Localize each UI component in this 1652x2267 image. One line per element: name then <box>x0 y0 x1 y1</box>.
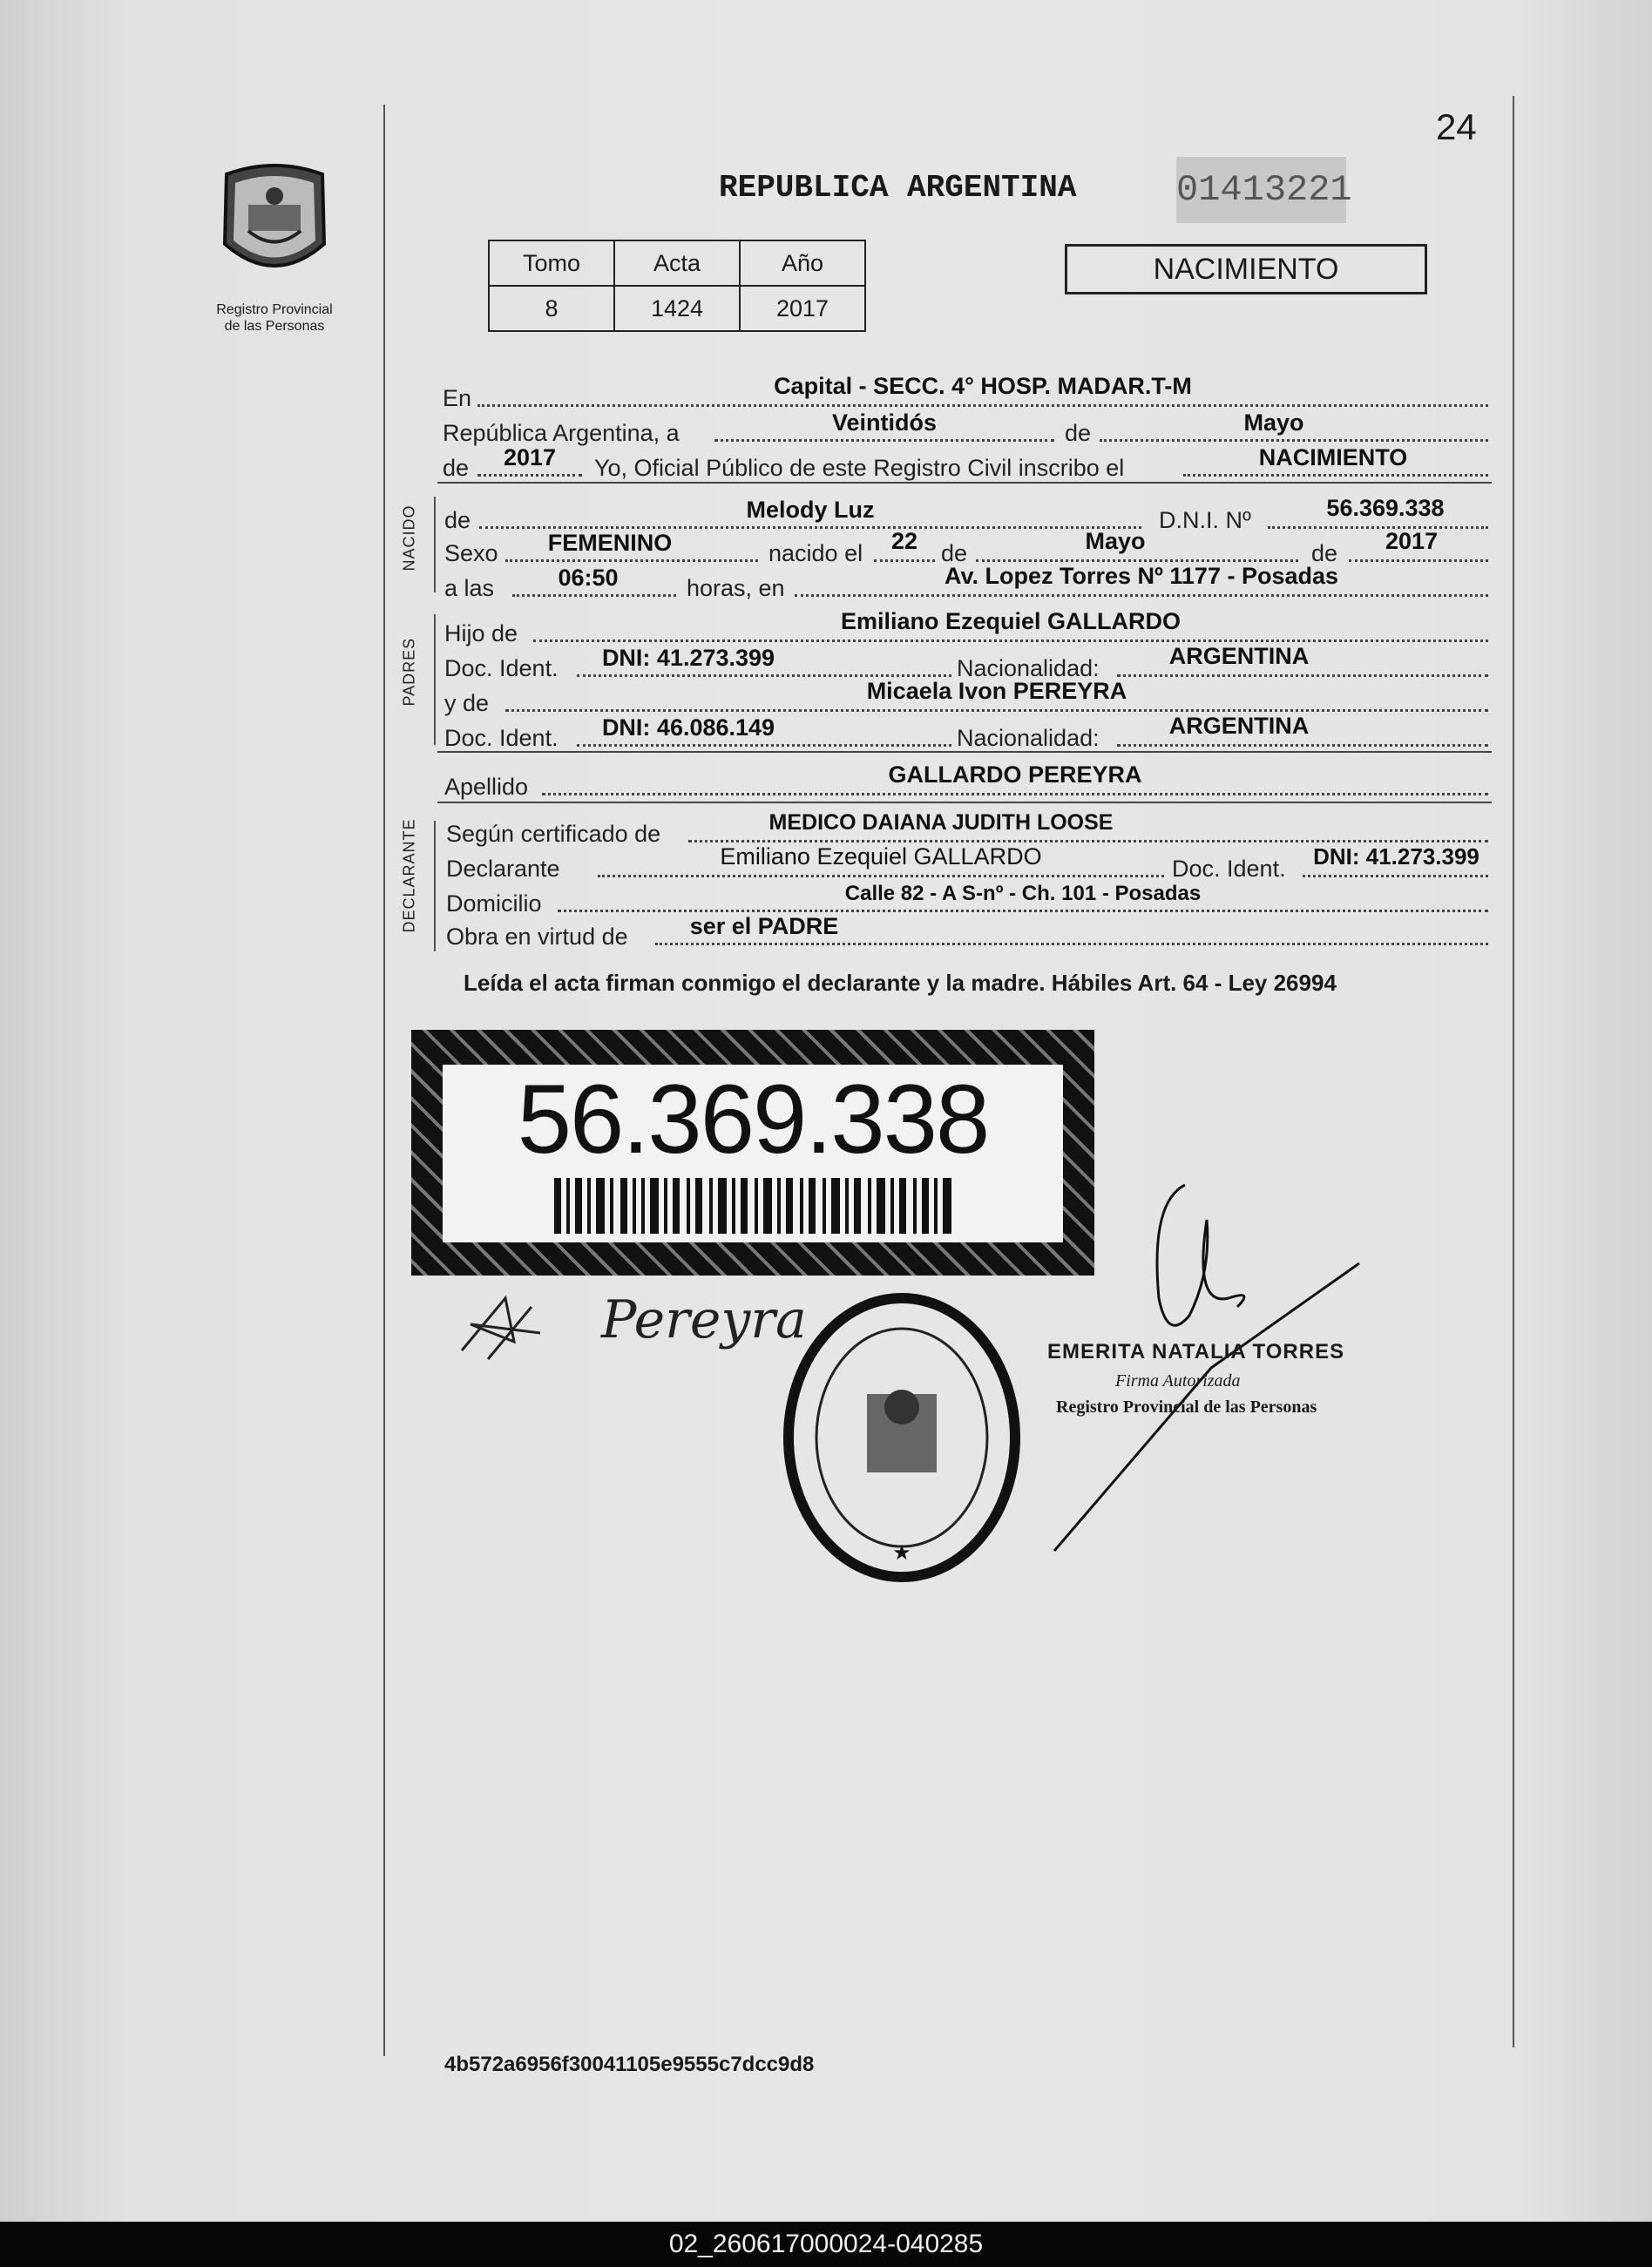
page-number: 24 <box>1436 106 1477 147</box>
republica-label: República Argentina, a <box>443 420 680 446</box>
surname-value: GALLARDO PEREYRA <box>888 761 1142 788</box>
father-nat-label: Nacionalidad: <box>957 655 1100 681</box>
dotted-line <box>505 709 1488 712</box>
dotted-line <box>795 594 1488 597</box>
certificate-issuer: MEDICO DAIANA JUDITH LOOSE <box>768 810 1114 835</box>
tomo-table <box>488 240 866 332</box>
sticker-inner <box>443 1065 1063 1242</box>
domicilio-label: Domicilio <box>446 890 542 917</box>
dotted-line <box>558 910 1488 912</box>
dotted-line <box>1349 559 1488 562</box>
section-bar <box>434 497 436 592</box>
father-nationality: ARGENTINA <box>1168 643 1310 669</box>
hijo-de-label: Hijo de <box>444 620 518 646</box>
dotted-line <box>505 559 758 562</box>
dni-label: D.N.I. Nº <box>1159 507 1251 533</box>
declarant-doc: DNI: 41.273.399 <box>1313 843 1479 870</box>
child-de-label: de <box>444 507 471 533</box>
section-divider <box>437 751 1492 753</box>
registry-year: 2017 <box>503 444 557 470</box>
ano-value: 2017 <box>740 286 865 331</box>
birth-month: Mayo <box>1085 528 1146 554</box>
dotted-line <box>577 744 951 747</box>
dotted-line <box>1183 474 1488 477</box>
left-margin-line <box>383 105 385 2056</box>
dni-sticker <box>411 1030 1094 1276</box>
declarant-doc-label: Doc. Ident. <box>1172 856 1286 882</box>
birth-time: 06:50 <box>558 565 619 591</box>
declarant-address: Calle 82 - A S-nº - Ch. 101 - Posadas <box>844 882 1202 905</box>
logo-caption-line1: Registro Provincial <box>216 302 333 317</box>
declarante-label: Declarante <box>446 856 560 882</box>
official-round-stamp <box>780 1289 1024 1586</box>
document-type-box: NACIMIENTO <box>1065 244 1427 294</box>
logo-caption <box>174 301 375 335</box>
tomo-value: 8 <box>489 286 614 331</box>
dotted-line <box>688 840 1488 843</box>
horas-en-label: horas, en <box>687 575 785 601</box>
birth-place: Av. Lopez Torres Nº 1177 - Posadas <box>944 563 1339 589</box>
ano-header: Año <box>740 240 865 286</box>
closing-text: Leída el acta firman conmigo el declarante y la madre. Hábiles Art. 64 - Ley 26994 <box>464 970 1337 996</box>
en-label: En <box>443 385 472 411</box>
dotted-line <box>874 559 935 562</box>
declarant-name: Emiliano Ezequiel GALLARDO <box>720 843 1042 870</box>
official-statement: Yo, Oficial Público de este Registro Civil inscribo el <box>594 455 1125 481</box>
year-de-label: de <box>443 455 470 481</box>
declarante-section-label: DECLARANTE <box>400 818 418 933</box>
sexo-label: Sexo <box>444 540 498 566</box>
a-las-label: a las <box>444 575 495 601</box>
sticker-dni-number: 56.369.338 <box>517 1065 989 1174</box>
dotted-line <box>976 559 1298 562</box>
birth-year-de-label: de <box>1311 540 1338 566</box>
section-bar <box>434 821 436 951</box>
birth-year: 2017 <box>1385 528 1439 554</box>
nacido-el-label: nacido el <box>768 540 863 566</box>
barcode <box>554 1178 951 1234</box>
acta-value: 1424 <box>614 286 740 331</box>
official-name: EMERITA NATALIA TORRES <box>1047 1340 1345 1364</box>
registry-day: Veintidós <box>831 409 938 436</box>
mother-signature: Pereyra <box>601 1289 807 1350</box>
father-doc-label: Doc. Ident. <box>444 655 559 681</box>
scan-footer-strip: 02_260617000024-040285 <box>0 2222 1652 2267</box>
acta-header: Acta <box>614 240 740 286</box>
child-dni: 56.369.338 <box>1326 495 1445 521</box>
dotted-line <box>542 793 1488 795</box>
birth-day: 22 <box>890 528 918 554</box>
y-de-label: y de <box>444 690 490 716</box>
dotted-line <box>598 875 1164 877</box>
dotted-line <box>714 439 1054 442</box>
svg-text:★: ★ <box>892 1541 911 1565</box>
mother-nationality: ARGENTINA <box>1168 713 1310 739</box>
dotted-line <box>655 943 1488 945</box>
place-of-registry: Capital - SECC. 4° HOSP. MADAR.T-M <box>774 373 1192 399</box>
dotted-line <box>477 404 1488 407</box>
country-title: REPUBLICA ARGENTINA <box>719 170 1077 206</box>
child-name: Melody Luz <box>746 497 875 523</box>
right-margin-line <box>1513 96 1514 2047</box>
registry-month: Mayo <box>1243 409 1304 436</box>
father-doc: DNI: 41.273.399 <box>601 645 775 671</box>
barcode-graphic <box>554 1178 951 1234</box>
serial-stamp: 01413221 <box>1176 157 1346 223</box>
logo-caption-line2: de las Personas <box>224 319 325 334</box>
document-hash: 4b572a6956f30041105e9555c7dcc9d8 <box>444 2053 815 2076</box>
dotted-line <box>533 639 1488 642</box>
dotted-line <box>1100 439 1488 442</box>
section-divider <box>437 802 1492 803</box>
apellido-label: Apellido <box>444 774 529 800</box>
birth-de-label: de <box>941 540 968 566</box>
mother-doc-label: Doc. Ident. <box>444 725 559 751</box>
official-role: Firma Autorizada <box>1115 1371 1241 1391</box>
de-label: de <box>1065 420 1092 446</box>
dotted-line <box>1303 875 1488 877</box>
dotted-line <box>577 674 951 677</box>
obra-label: Obra en virtud de <box>446 924 628 950</box>
child-sex: FEMENINO <box>547 530 673 556</box>
section-bar <box>434 614 436 745</box>
dotted-line <box>477 474 582 477</box>
province-logo <box>209 157 340 296</box>
nacido-section-label: NACIDO <box>400 504 418 572</box>
declarant-signature <box>453 1281 558 1377</box>
father-name: Emiliano Ezequiel GALLARDO <box>840 608 1181 634</box>
section-divider <box>437 482 1492 484</box>
dotted-line <box>1117 744 1488 747</box>
official-org: Registro Provincial de las Personas <box>1056 1397 1317 1417</box>
dotted-line <box>1117 674 1488 677</box>
act-type: NACIMIENTO <box>1258 444 1408 470</box>
mother-doc: DNI: 46.086.149 <box>601 714 775 741</box>
dotted-line <box>512 594 676 597</box>
cert-label: Según certificado de <box>446 821 661 847</box>
tomo-header: Tomo <box>489 240 614 286</box>
mother-nat-label: Nacionalidad: <box>957 725 1100 751</box>
declarant-relation: ser el PADRE <box>689 913 839 939</box>
padres-section-label: PADRES <box>400 637 418 707</box>
mother-name: Micaela Ivon PEREYRA <box>866 678 1127 704</box>
